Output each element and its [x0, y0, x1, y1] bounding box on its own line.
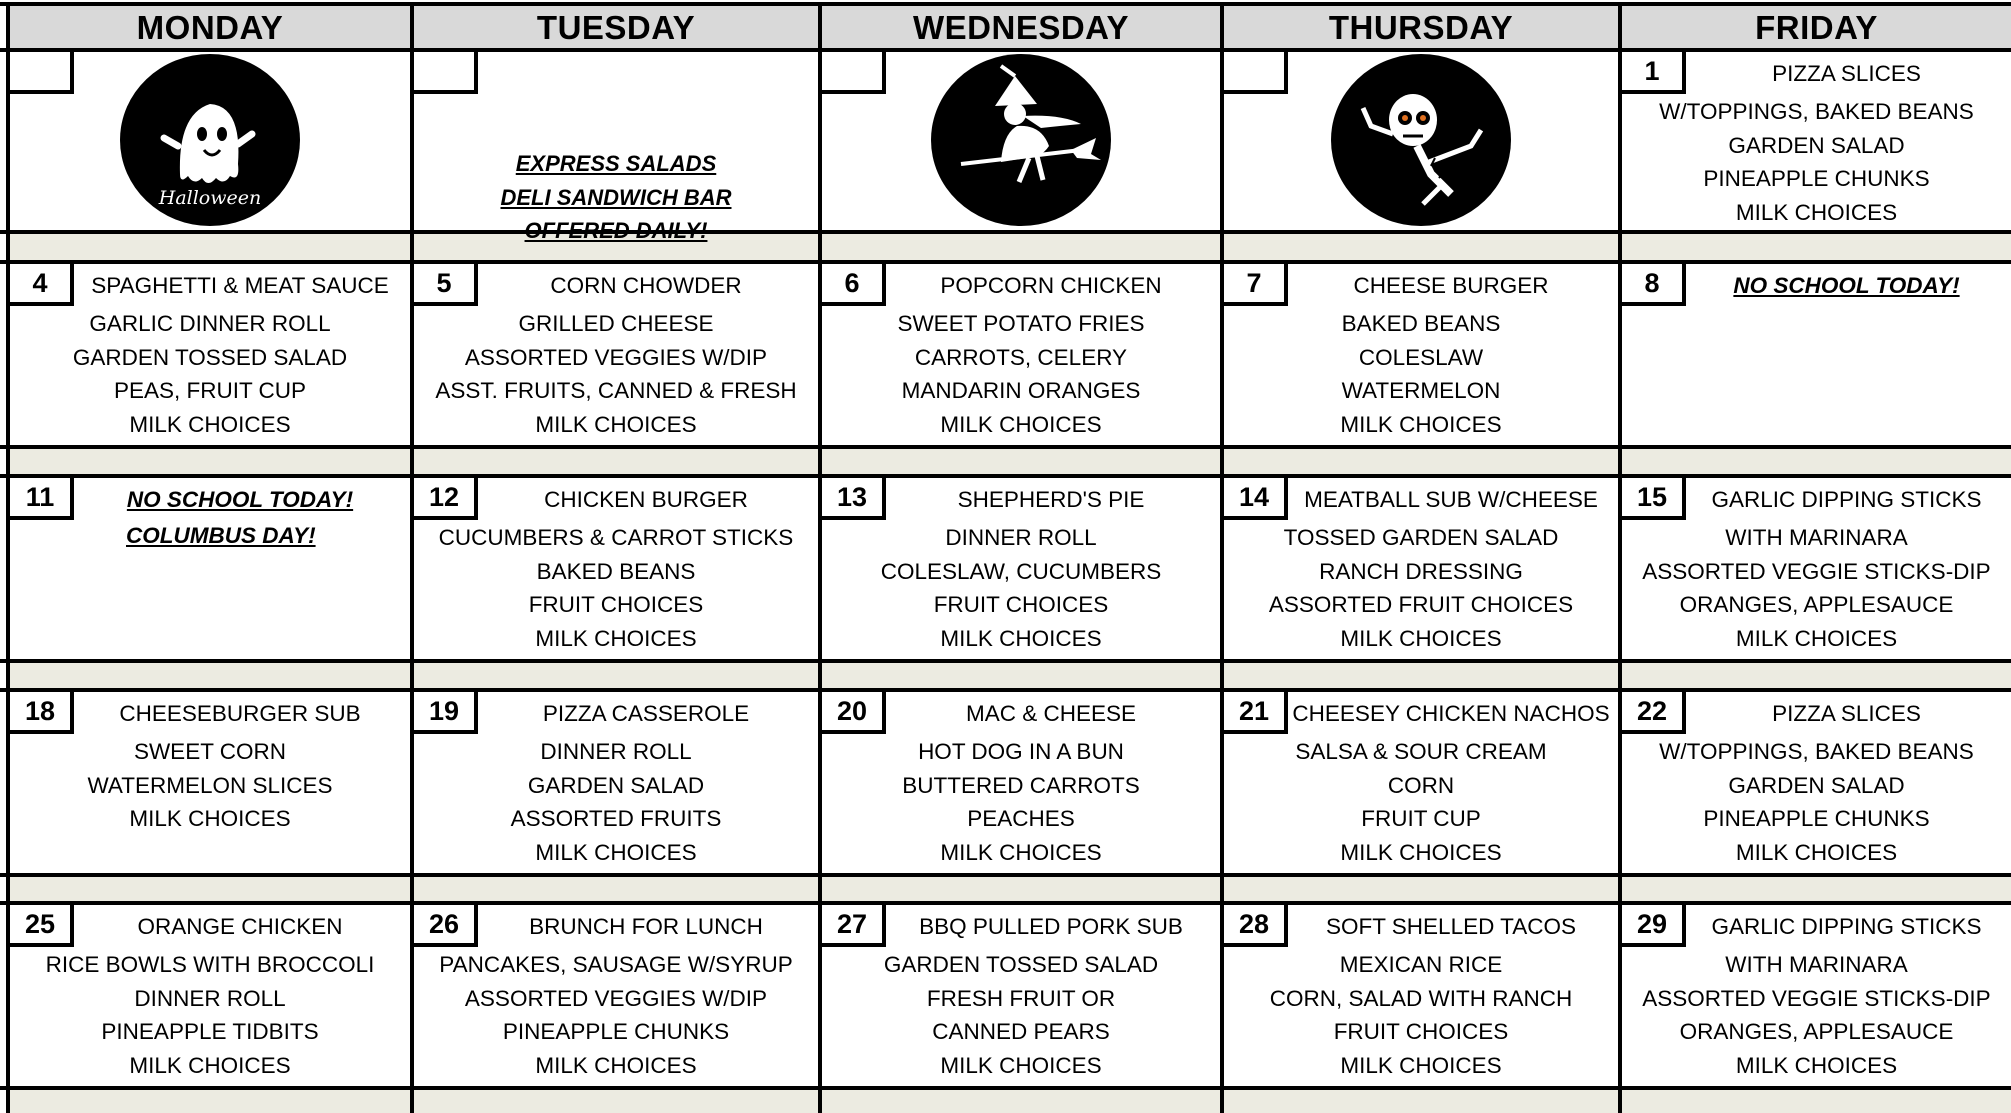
- week-spacer: [1622, 663, 2011, 690]
- menu-item: GARDEN TOSSED SALAD: [883, 952, 1159, 977]
- calendar-cell-day-18: [10, 692, 410, 873]
- menu-items: [414, 307, 818, 441]
- menu-items: [1224, 521, 1618, 655]
- day-number: 14: [1224, 478, 1288, 520]
- menu-item: W/TOPPINGS, BAKED BEANS: [1659, 99, 1974, 124]
- week-spacer: [1622, 449, 2011, 476]
- ghost-icon: [120, 54, 300, 226]
- menu-item: FRESH FRUIT OR: [926, 985, 1116, 1011]
- menu-item: ORANGES, APPLESAUCE: [1679, 592, 1954, 617]
- calendar-cell-day-13: [822, 478, 1220, 659]
- week-spacer: [414, 1090, 818, 1113]
- day-number: 27: [822, 905, 886, 947]
- calendar-cell-day-25: [10, 905, 410, 1086]
- menu-item: PIZZA SLICES: [1772, 701, 1921, 726]
- menu-item: CORN, SALAD WITH RANCH: [1269, 985, 1573, 1011]
- menu-item: SPAGHETTI & MEAT SAUCE: [91, 273, 389, 298]
- menu-item: MILK CHOICES: [1340, 1052, 1502, 1078]
- menu-item: MILK CHOICES: [1340, 411, 1502, 437]
- menu-item: ASSORTED FRUIT CHOICES: [1268, 592, 1574, 617]
- week-spacer: [10, 449, 410, 476]
- menu-item: CHEESEY CHICKEN NACHOS: [1292, 701, 1610, 726]
- menu-items: [1224, 307, 1618, 441]
- calendar-cell-day-15: [1622, 478, 2011, 659]
- menu-item: ASST. FRUITS, CANNED & FRESH: [435, 378, 797, 403]
- menu-item: ASSORTED VEGGIES W/DIP: [464, 344, 768, 370]
- menu-item: CORN: [1387, 772, 1455, 798]
- menu-item: TOSSED GARDEN SALAD: [1283, 525, 1559, 550]
- menu-items: [822, 307, 1220, 441]
- menu-item: SWEET CORN: [133, 739, 287, 764]
- week-spacer: [1224, 1090, 1618, 1113]
- menu-item: PEACHES: [967, 806, 1075, 831]
- menu-item: HOT DOG IN A BUN: [918, 739, 1124, 764]
- day-number: 21: [1224, 692, 1288, 734]
- menu-item: MILK CHOICES: [1340, 839, 1502, 865]
- week-spacer: [1224, 663, 1618, 690]
- menu-item: ORANGES, APPLESAUCE: [1679, 1019, 1954, 1044]
- menu-items: [10, 948, 410, 1082]
- day-number: 20: [822, 692, 886, 734]
- menu-item: MILK CHOICES: [129, 806, 291, 831]
- menu-item: COLESLAW: [1358, 344, 1484, 370]
- menu-item: PINEAPPLE CHUNKS: [502, 1019, 730, 1044]
- menu-item: WATERMELON SLICES: [87, 772, 333, 798]
- menu-item: BUTTERED CARROTS: [902, 772, 1140, 798]
- note-line: EXPRESS SALADS: [515, 151, 717, 176]
- menu-item: MILK CHOICES: [1340, 625, 1502, 651]
- menu-items: [10, 307, 410, 441]
- menu-items: [1622, 735, 2011, 869]
- menu-item: FRUIT CHOICES: [933, 592, 1109, 617]
- calendar-cell-day-21: [1224, 692, 1618, 873]
- day-number: 15: [1622, 478, 1686, 520]
- day-number-box: [822, 52, 886, 94]
- day-number: 7: [1224, 264, 1288, 306]
- menu-items: [1622, 948, 2011, 1082]
- menu-item: MILK CHOICES: [129, 411, 291, 437]
- day-number: 29: [1622, 905, 1686, 947]
- week-spacer: [1622, 1090, 2011, 1113]
- day-number-box: [414, 52, 478, 94]
- calendar-cell-day-19: [414, 692, 818, 873]
- menu-item: BBQ PULLED PORK SUB: [919, 914, 1183, 939]
- menu-item: PINEAPPLE CHUNKS: [1703, 166, 1930, 191]
- menu-items: [414, 521, 818, 655]
- menu-item: GARDEN SALAD: [1728, 772, 1905, 798]
- menu-item: GARDEN TOSSED SALAD: [72, 344, 348, 370]
- calendar-cell-day-27: [822, 905, 1220, 1086]
- week-spacer: [414, 877, 818, 903]
- menu-items: [1622, 95, 2011, 229]
- menu-item: MILK CHOICES: [535, 625, 697, 651]
- day-header-monday: MONDAY: [10, 6, 410, 50]
- no-school-note: NO SCHOOL TODAY!: [126, 487, 354, 512]
- menu-item: MILK CHOICES: [535, 1052, 697, 1078]
- no-school-note: NO SCHOOL TODAY!: [1733, 273, 1960, 298]
- menu-item: MILK CHOICES: [535, 411, 697, 437]
- svg-text:Halloween: Halloween: [158, 187, 262, 209]
- menu-item: MILK CHOICES: [940, 839, 1102, 865]
- menu-item: PINEAPPLE CHUNKS: [1703, 806, 1930, 831]
- menu-item: SOFT SHELLED TACOS: [1325, 914, 1577, 939]
- week-spacer: [1224, 234, 1618, 262]
- calendar-cell-day-26: [414, 905, 818, 1086]
- grid-line: [0, 659, 2011, 663]
- menu-item: ORANGE CHICKEN: [137, 914, 343, 939]
- day-number: 11: [10, 478, 74, 520]
- week-spacer: [414, 449, 818, 476]
- menu-item: POPCORN CHICKEN: [940, 273, 1162, 298]
- day-header-friday: FRIDAY: [1622, 6, 2011, 50]
- menu-items: [822, 735, 1220, 869]
- day-number-box: [10, 52, 74, 94]
- menu-items: [10, 735, 410, 836]
- calendar-cell-day-5: [414, 264, 818, 445]
- menu-item: RANCH DRESSING: [1319, 558, 1523, 584]
- menu-item: CORN CHOWDER: [550, 273, 742, 298]
- calendar-cell-day-29: [1622, 905, 2011, 1086]
- menu-item: MAC & CHEESE: [965, 701, 1137, 726]
- note-line: OFFERED DAILY!: [524, 218, 708, 243]
- menu-item: ASSORTED VEGGIE STICKS-DIP: [1642, 558, 1991, 584]
- menu-item: MILK CHOICES: [940, 625, 1102, 651]
- day-number: 28: [1224, 905, 1288, 947]
- menu-item: MILK CHOICES: [1735, 199, 1898, 225]
- menu-items: [1224, 735, 1618, 869]
- week-spacer: [822, 663, 1220, 690]
- menu-item: CHEESE BURGER: [1353, 273, 1549, 298]
- menu-item: PIZZA SLICES: [1772, 61, 1921, 86]
- week-spacer: [10, 663, 410, 690]
- day-number: 25: [10, 905, 74, 947]
- menu-items: [414, 948, 818, 1082]
- menu-item: GARLIC DINNER ROLL: [89, 311, 331, 336]
- menu-item: MILK CHOICES: [940, 411, 1102, 437]
- menu-item: PANCAKES, SAUSAGE W/SYRUP: [439, 952, 793, 977]
- menu-items: [822, 521, 1220, 655]
- week-spacer: [822, 1090, 1220, 1113]
- calendar-cell-friday: [1622, 52, 2011, 230]
- menu-item: MANDARIN ORANGES: [901, 378, 1141, 403]
- menu-item: DINNER ROLL: [540, 739, 692, 764]
- calendar-cell-tuesday: [414, 52, 818, 243]
- menu-item: WITH MARINARA: [1725, 952, 1908, 977]
- menu-item: PIZZA CASSEROLE: [542, 701, 750, 726]
- menu-items: [414, 735, 818, 869]
- day-number: 26: [414, 905, 478, 947]
- menu-item: ASSORTED FRUITS: [510, 806, 722, 831]
- week-spacer: [822, 234, 1220, 262]
- day-number: 12: [414, 478, 478, 520]
- week-spacer: [414, 663, 818, 690]
- menu-item: MILK CHOICES: [535, 839, 697, 865]
- menu-items: [1622, 521, 2011, 655]
- day-header-wednesday: WEDNESDAY: [822, 6, 1220, 50]
- menu-item: WATERMELON: [1341, 378, 1501, 403]
- calendar-cell-day-14: [1224, 478, 1618, 659]
- menu-item: BRUNCH FOR LUNCH: [529, 914, 763, 939]
- grid-line: [0, 2, 2011, 6]
- week-spacer: [822, 877, 1220, 903]
- calendar-cell-wednesday: [822, 52, 1220, 230]
- menu-item: MEXICAN RICE: [1339, 952, 1503, 977]
- menu-item: PINEAPPLE TIDBITS: [101, 1019, 319, 1044]
- menu-item: MILK CHOICES: [1735, 1052, 1898, 1078]
- menu-item: FRUIT CUP: [1361, 806, 1481, 831]
- salad-bar-note: [414, 147, 818, 248]
- skeleton-icon: [1331, 54, 1511, 226]
- day-number: 6: [822, 264, 886, 306]
- menu-item: RICE BOWLS WITH BROCCOLI: [45, 952, 375, 977]
- day-number: 19: [414, 692, 478, 734]
- menu-item: GARLIC DIPPING STICKS: [1711, 487, 1982, 512]
- witch-icon: [931, 54, 1111, 226]
- grid-line: [0, 873, 2011, 877]
- calendar-cell-monday: [10, 52, 410, 230]
- note-line: DELI SANDWICH BAR: [500, 184, 732, 210]
- menu-item: PEAS, FRUIT CUP: [113, 378, 307, 403]
- day-number: 13: [822, 478, 886, 520]
- calendar-cell-day-4: [10, 264, 410, 445]
- menu-item: FRUIT CHOICES: [1333, 1019, 1509, 1044]
- week-spacer: [1224, 449, 1618, 476]
- calendar-cell-day-8: [1622, 264, 2011, 445]
- menu-item: CARROTS, CELERY: [914, 344, 1128, 370]
- calendar-cell-day-11: [10, 478, 410, 659]
- calendar-cell-day-7: [1224, 264, 1618, 445]
- calendar-cell-day-28: [1224, 905, 1618, 1086]
- menu-item: MILK CHOICES: [940, 1052, 1102, 1078]
- grid-line: [0, 445, 2011, 449]
- no-school-note: COLUMBUS DAY!: [126, 523, 316, 548]
- calendar-cell-day-6: [822, 264, 1220, 445]
- menu-item: GARLIC DIPPING STICKS: [1711, 914, 1982, 939]
- grid-line: [0, 1086, 2011, 1090]
- week-spacer: [1224, 877, 1618, 903]
- calendar-cell-day-12: [414, 478, 818, 659]
- calendar-cell-day-20: [822, 692, 1220, 873]
- menu-item: GARDEN SALAD: [527, 772, 705, 798]
- menu-item: DINNER ROLL: [134, 985, 286, 1011]
- menu-item: DINNER ROLL: [945, 525, 1097, 550]
- day-number: 8: [1622, 264, 1686, 306]
- week-spacer: [1622, 234, 2011, 262]
- menu-item: WITH MARINARA: [1725, 525, 1908, 550]
- menu-item: COLESLAW, CUCUMBERS: [880, 558, 1162, 584]
- day-number-box: [1224, 52, 1288, 94]
- menu-item: FRUIT CHOICES: [528, 592, 704, 617]
- week-spacer: [10, 1090, 410, 1113]
- menu-item: W/TOPPINGS, BAKED BEANS: [1659, 739, 1974, 764]
- menu-item: CHICKEN BURGER: [544, 487, 748, 512]
- menu-item: GRILLED CHEESE: [518, 311, 714, 336]
- menu-item: MILK CHOICES: [1735, 839, 1898, 865]
- menu-item: SWEET POTATO FRIES: [897, 311, 1145, 336]
- week-spacer: [822, 449, 1220, 476]
- menu-item: SHEPHERD'S PIE: [957, 487, 1145, 512]
- day-number-box: 1: [1622, 52, 1686, 94]
- menu-items: [822, 948, 1220, 1082]
- calendar-cell-day-22: [1622, 692, 2011, 873]
- menu-item: SALSA & SOUR CREAM: [1295, 739, 1547, 764]
- day-number: 4: [10, 264, 74, 306]
- menu-items: [1224, 948, 1618, 1082]
- menu-item: MEATBALL SUB W/CHEESE: [1304, 487, 1598, 512]
- calendar-cell-thursday: [1224, 52, 1618, 230]
- menu-item: CUCUMBERS & CARROT STICKS: [438, 525, 794, 550]
- day-header-tuesday: TUESDAY: [414, 6, 818, 50]
- grid-line: [0, 230, 2011, 234]
- menu-item: MILK CHOICES: [1735, 625, 1898, 651]
- day-number: 5: [414, 264, 478, 306]
- day-number: 18: [10, 692, 74, 734]
- week-spacer: [1622, 877, 2011, 903]
- menu-item: CHEESEBURGER SUB: [119, 701, 361, 726]
- menu-item: ASSORTED VEGGIES W/DIP: [464, 985, 768, 1011]
- menu-item: GARDEN SALAD: [1728, 132, 1905, 158]
- day-header-thursday: THURSDAY: [1224, 6, 1618, 50]
- menu-item: ASSORTED VEGGIE STICKS-DIP: [1642, 985, 1991, 1011]
- day-number: 22: [1622, 692, 1686, 734]
- week-spacer: [10, 234, 410, 262]
- menu-item: BAKED BEANS: [536, 558, 696, 584]
- menu-items: [10, 521, 410, 561]
- menu-item: BAKED BEANS: [1341, 311, 1501, 336]
- menu-item: CANNED PEARS: [932, 1019, 1110, 1044]
- menu-item: MILK CHOICES: [129, 1052, 291, 1078]
- week-spacer: [10, 877, 410, 903]
